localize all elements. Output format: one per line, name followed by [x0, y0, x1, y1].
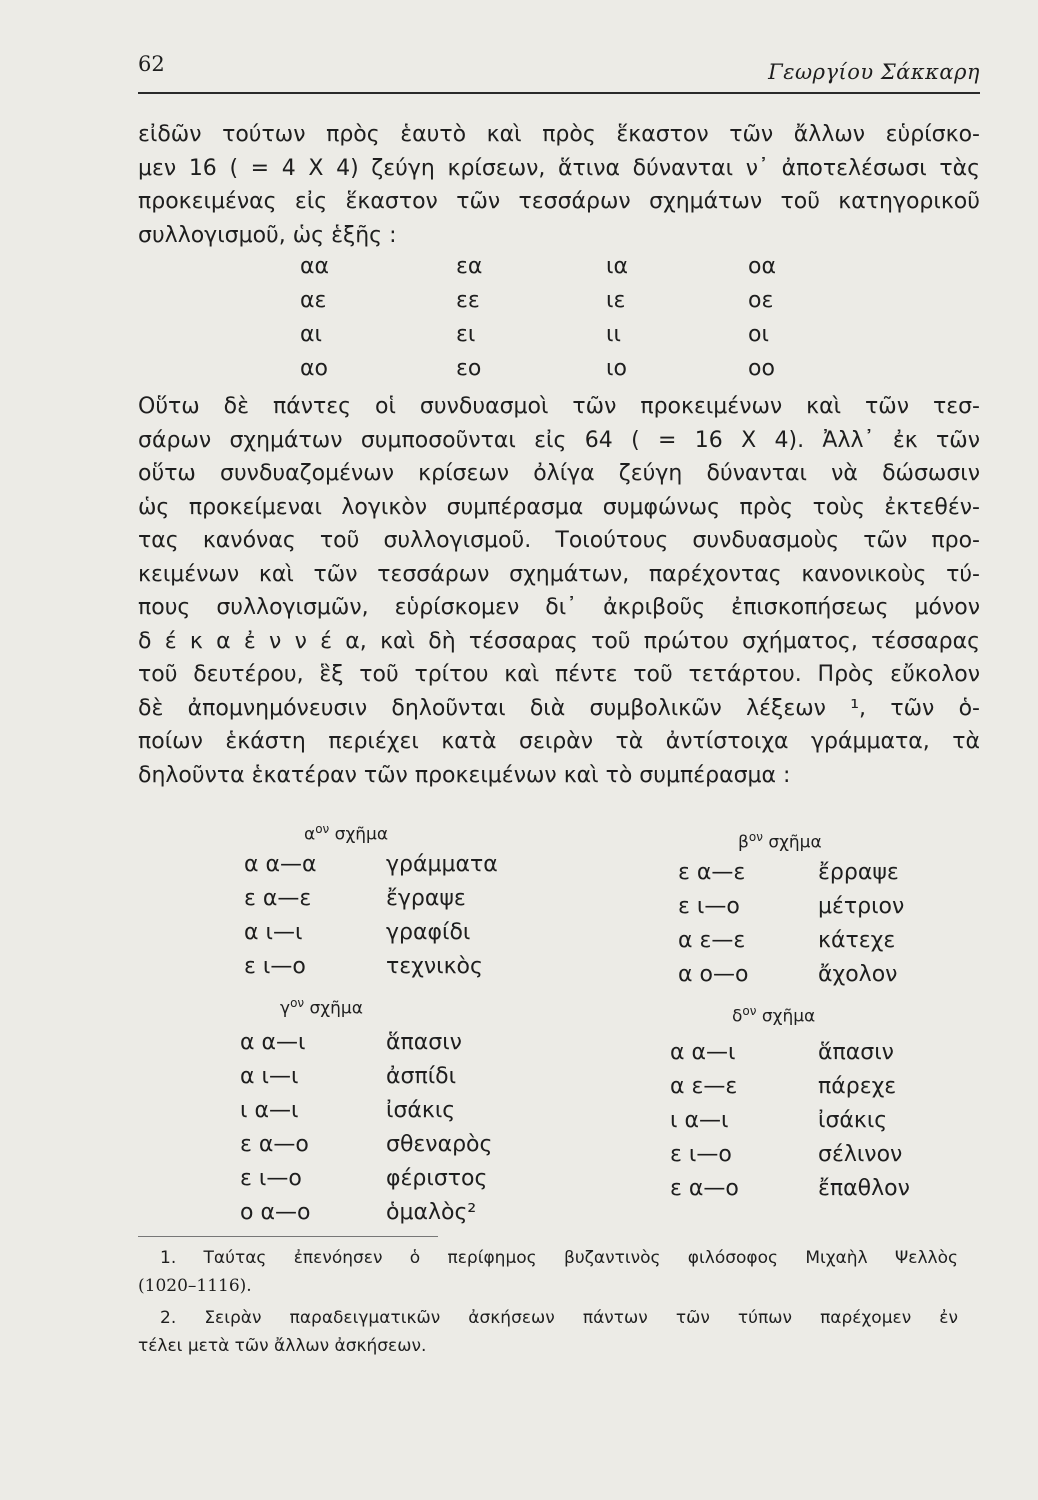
- text-line: προκειμένας εἰς ἕκαστον τῶν τεσσάρων σχημάτων τοῦ κατηγορικοῦ: [138, 189, 980, 214]
- combination-cell: αι: [300, 322, 322, 347]
- mood-code: ε ι—ο: [678, 894, 740, 919]
- combination-row: [300, 356, 820, 390]
- mood-word: ὁμαλὸς²: [386, 1200, 477, 1225]
- mood-word: ἅπασιν: [386, 1030, 462, 1055]
- combination-cell: αο: [300, 356, 328, 381]
- text-line: πους συλλογισμῶν, εὑρίσκομεν δι᾽ ἀκριβοῦς ἐπισκοπήσεως μόνον: [138, 595, 980, 620]
- mood-code: ε ι—ο: [244, 954, 306, 979]
- first-figure-block: [244, 822, 574, 992]
- combination-cell: οα: [748, 254, 776, 279]
- figure-title: $\delta^{o\nu}$ σχῆμα: [732, 1004, 816, 1027]
- combination-cell: οε: [748, 288, 774, 313]
- mood-word: ἔγραψε: [386, 886, 466, 911]
- mood-code: α α—ι: [240, 1030, 306, 1055]
- text-line: τοῦ δευτέρου, ἓξ τοῦ τρίτου καὶ πέντε τοῦ τετάρτου. Πρὸς εὔκολον: [138, 662, 980, 687]
- mood-code: α ε—ε: [670, 1074, 738, 1099]
- footnote-2: [138, 1304, 958, 1360]
- text-line: ποίων ἑκάστη περιέχει κατὰ σειρὰν τὰ ἀντίστοιχα γράμματα, τὰ: [138, 729, 980, 754]
- text-line: οὕτω συνδυαζομένων κρίσεων ὀλίγα ζεύγη δύνανται νὰ δώσωσιν: [138, 461, 980, 486]
- combination-row: [300, 288, 820, 322]
- mood-code: ι α—ι: [240, 1098, 299, 1123]
- text-line: τας κανόνας τοῦ συλλογισμοῦ. Τοιούτους συνδυασμοὺς τῶν προ-: [138, 528, 980, 553]
- mood-code: α α—α: [244, 852, 317, 877]
- footnote-divider: [138, 1236, 438, 1237]
- mood-word: σέλινον: [818, 1142, 903, 1167]
- mood-code: ε ι—ο: [240, 1166, 302, 1191]
- combination-cell: ια: [606, 254, 628, 279]
- combination-cell: ιο: [606, 356, 627, 381]
- footnote-line: τέλει μετὰ τῶν ἄλλων ἀσκήσεων.: [138, 1336, 427, 1356]
- mood-code: α α—ι: [670, 1040, 736, 1065]
- footnote-line: (1020–1116).: [138, 1276, 252, 1296]
- combination-cell: εο: [456, 356, 482, 381]
- mood-word: ἄχολον: [818, 962, 898, 987]
- text-line: συλλογισμοῦ, ὡς ἑξῆς :: [138, 222, 397, 248]
- combination-cell: οο: [748, 356, 775, 381]
- mood-word: ἔπαθλον: [818, 1176, 910, 1201]
- combination-cell: ει: [456, 322, 476, 347]
- text-line: μεν 16 ( = 4 X 4) ζεύγη κρίσεων, ἅτινα δύνανται ν᾽ ἀποτελέσωσι τὰς: [138, 155, 980, 181]
- mood-code: α ο—ο: [678, 962, 749, 987]
- mood-code: ι α—ι: [670, 1108, 729, 1133]
- mood-word: κάτεχε: [818, 928, 896, 953]
- mood-word: σθεναρὸς: [386, 1132, 493, 1157]
- footnote-1: [138, 1244, 958, 1300]
- combination-cell: αα: [300, 254, 330, 279]
- text-line: εἰδῶν τούτων πρὸς ἑαυτὸ καὶ πρὸς ἕκαστον τῶν ἄλλων εὑρίσκο-: [138, 122, 980, 147]
- combination-cell: ιε: [606, 288, 626, 313]
- second-figure-block: [678, 830, 978, 1000]
- mood-word: ἀσπίδι: [386, 1064, 457, 1089]
- mood-word: γραφίδι: [386, 920, 471, 945]
- mood-code: α ι—ι: [244, 920, 303, 945]
- footnote-line: 2. Σειρὰν παραδειγματικῶν ἀσκήσεων πάντων τῶν τύπων παρέχομεν ἐν: [160, 1308, 958, 1328]
- text-line: ὡς προκείμεναι λογικὸν συμπέρασμα συμφώνως πρὸς τοὺς ἐκτεθέν-: [138, 494, 980, 520]
- premise-combinations-grid: [300, 254, 820, 390]
- mood-code: ο α—ο: [240, 1200, 311, 1225]
- combination-cell: εα: [456, 254, 483, 279]
- mood-code: ε α—ο: [670, 1176, 739, 1201]
- combination-cell: ιι: [606, 322, 621, 347]
- text-line: δηλοῦντα ἑκατέραν τῶν προκειμένων καὶ τὸ συμπέρασμα :: [138, 762, 791, 788]
- mood-code: ε α—ε: [244, 886, 312, 911]
- third-figure-block: [240, 996, 570, 1236]
- mood-code: α ε—ε: [678, 928, 746, 953]
- mood-word: γράμματα: [386, 852, 498, 877]
- mood-word: ἔρραψε: [818, 860, 899, 885]
- paragraph-main: [138, 390, 980, 792]
- mood-word: ἅπασιν: [818, 1040, 894, 1065]
- combination-cell: οι: [748, 322, 769, 347]
- mood-word: πάρεχε: [818, 1074, 897, 1099]
- footnote-line: 1. Ταύτας ἐπενόησεν ὁ περίφημος βυζαντινὸς φιλόσοφος Μιχαὴλ Ψελλὸς: [160, 1248, 958, 1268]
- fourth-figure-block: [670, 1004, 980, 1214]
- text-line: Οὕτω δὲ πάντες οἱ συνδυασμοὶ τῶν προκειμένων καὶ τῶν τεσ-: [138, 394, 980, 419]
- running-head: Γεωργίου Σάκκαρη: [768, 60, 980, 84]
- text-line: δ έ κ α ἐ ν ν έ α, καὶ δὴ τέσσαρας τοῦ πρώτου σχήματος, τέσσαρας: [138, 628, 980, 654]
- mood-word: φέριστος: [386, 1166, 488, 1191]
- figure-title: $\alpha^{o\nu}$ σχῆμα: [304, 822, 389, 845]
- mood-code: α ι—ι: [240, 1064, 299, 1089]
- combination-cell: εε: [456, 288, 480, 313]
- mood-word: μέτριον: [818, 894, 905, 919]
- text-line: κειμένων καὶ τῶν τεσσάρων σχημάτων, παρέχοντας κανονικοὺς τύ-: [138, 561, 980, 587]
- page-number: 62: [138, 52, 165, 76]
- paragraph-intro: [138, 118, 980, 252]
- page-header: [138, 48, 980, 94]
- combination-row: [300, 322, 820, 356]
- figure-title: $\gamma^{o\nu}$ σχῆμα: [280, 996, 363, 1019]
- mood-word: ἰσάκις: [818, 1108, 888, 1133]
- mood-word: ἰσάκις: [386, 1098, 456, 1123]
- text-line: δὲ ἀπομνημόνευσιν δηλοῦνται διὰ συμβολικῶν λέξεων ¹, τῶν ὁ-: [138, 695, 980, 721]
- mood-code: ε α—ε: [678, 860, 746, 885]
- mood-code: ε α—ο: [240, 1132, 309, 1157]
- combination-cell: αε: [300, 288, 327, 313]
- mood-code: ε ι—ο: [670, 1142, 732, 1167]
- combination-row: [300, 254, 820, 288]
- figure-title: $\beta^{o\nu}$ σχῆμα: [738, 830, 822, 853]
- text-line: σάρων σχημάτων συμποσοῦνται εἰς 64 ( = 16 X 4). Ἀλλ᾽ ἐκ τῶν: [138, 427, 980, 453]
- mood-word: τεχνικὸς: [386, 954, 483, 979]
